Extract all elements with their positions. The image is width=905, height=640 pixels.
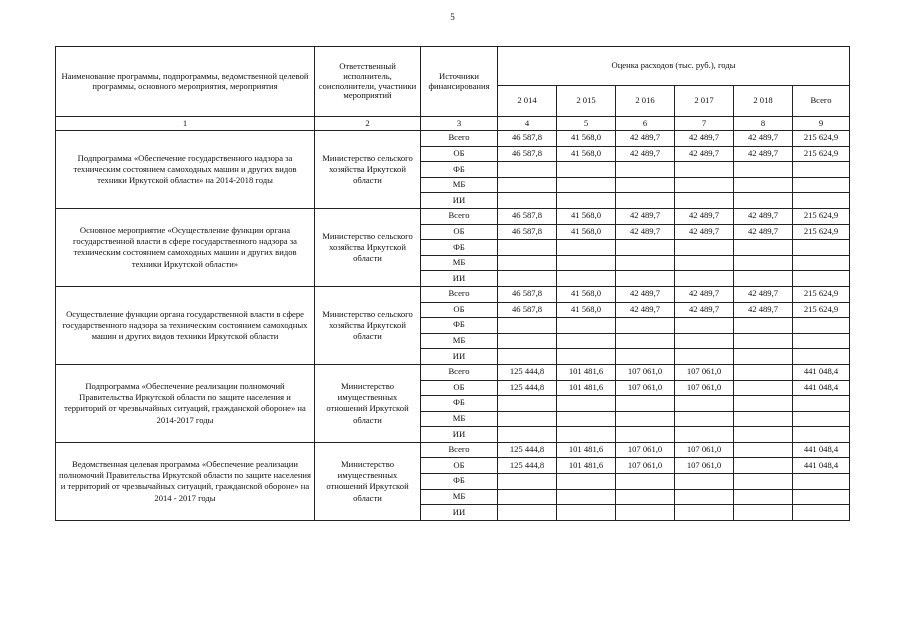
column-number: 1 — [56, 117, 315, 131]
year-value-cell: 107 061,0 — [675, 364, 734, 380]
program-name-cell: Ведомственная целевая программа «Обеспечение реализации полномочий Правительства Иркутской области по защите населения и территорий от чрезвычайных ситуаций, гражданской обороне» на 2014 - 2017 годы — [56, 442, 315, 520]
year-value-cell — [675, 411, 734, 427]
funding-source-cell: МБ — [421, 333, 498, 349]
table-row — [56, 208, 850, 224]
year-value-cell — [557, 396, 616, 412]
year-value-cell — [498, 255, 557, 271]
year-value-cell — [734, 177, 793, 193]
year-value-cell — [557, 427, 616, 443]
year-value-cell — [557, 318, 616, 334]
funding-source-cell: ИИ — [421, 427, 498, 443]
header-program-name: Наименование программы, подпрограммы, ведомственной целевой программы, основного мероприятия, мероприятия — [56, 47, 315, 117]
year-value-cell: 46 587,8 — [498, 302, 557, 318]
total-value-cell — [793, 193, 850, 209]
year-value-cell: 107 061,0 — [675, 442, 734, 458]
total-value-cell: 215 624,9 — [793, 224, 850, 240]
year-value-cell — [734, 193, 793, 209]
year-value-cell — [734, 474, 793, 490]
year-value-cell — [498, 271, 557, 287]
year-value-cell — [616, 396, 675, 412]
year-value-cell — [675, 333, 734, 349]
year-value-cell — [498, 193, 557, 209]
year-value-cell — [557, 489, 616, 505]
year-value-cell — [675, 474, 734, 490]
year-value-cell: 125 444,8 — [498, 364, 557, 380]
total-value-cell — [793, 318, 850, 334]
total-value-cell — [793, 396, 850, 412]
year-value-cell: 46 587,8 — [498, 131, 557, 147]
year-value-cell: 107 061,0 — [675, 458, 734, 474]
year-value-cell: 46 587,8 — [498, 208, 557, 224]
year-value-cell: 42 489,7 — [616, 286, 675, 302]
year-value-cell — [675, 427, 734, 443]
year-value-cell — [734, 255, 793, 271]
year-value-cell — [557, 255, 616, 271]
year-value-cell — [675, 177, 734, 193]
year-value-cell — [557, 193, 616, 209]
year-value-cell: 42 489,7 — [675, 146, 734, 162]
header-budget-estimate: Оценка расходов (тыс. руб.), годы — [498, 47, 850, 86]
header-funding-source: Источники финансирования — [421, 47, 498, 117]
year-value-cell: 107 061,0 — [616, 442, 675, 458]
year-value-cell: 107 061,0 — [616, 380, 675, 396]
year-value-cell: 125 444,8 — [498, 442, 557, 458]
year-value-cell: 125 444,8 — [498, 458, 557, 474]
year-value-cell — [616, 255, 675, 271]
year-value-cell — [675, 240, 734, 256]
year-value-cell — [498, 162, 557, 178]
year-value-cell — [616, 474, 675, 490]
column-number: 8 — [734, 117, 793, 131]
year-value-cell — [557, 411, 616, 427]
table-body — [56, 131, 850, 521]
column-number: 3 — [421, 117, 498, 131]
year-value-cell — [498, 333, 557, 349]
total-value-cell: 215 624,9 — [793, 302, 850, 318]
year-value-cell — [557, 505, 616, 521]
year-value-cell: 42 489,7 — [616, 224, 675, 240]
year-value-cell: 42 489,7 — [675, 302, 734, 318]
year-value-cell: 41 568,0 — [557, 302, 616, 318]
page-number: 5 — [450, 12, 455, 22]
year-value-cell: 41 568,0 — [557, 146, 616, 162]
total-value-cell: 441 048,4 — [793, 442, 850, 458]
year-value-cell — [675, 162, 734, 178]
year-value-cell: 41 568,0 — [557, 131, 616, 147]
year-value-cell: 107 061,0 — [616, 364, 675, 380]
year-value-cell — [616, 427, 675, 443]
year-value-cell: 46 587,8 — [498, 146, 557, 162]
year-value-cell — [498, 489, 557, 505]
year-value-cell — [557, 177, 616, 193]
program-name-cell: Осуществление функции органа государственной власти в сфере государственного надзора за техническим состоянием самоходных машин и других видов техники Иркутской области — [56, 286, 315, 364]
funding-source-cell: Всего — [421, 286, 498, 302]
total-value-cell: 441 048,4 — [793, 380, 850, 396]
total-value-cell — [793, 240, 850, 256]
year-value-cell — [616, 349, 675, 365]
funding-source-cell: МБ — [421, 255, 498, 271]
year-value-cell: 42 489,7 — [675, 286, 734, 302]
year-value-cell — [734, 380, 793, 396]
funding-source-cell: Всего — [421, 208, 498, 224]
table-row — [56, 286, 850, 302]
funding-source-cell: ИИ — [421, 505, 498, 521]
year-value-cell — [557, 333, 616, 349]
program-name-cell: Подпрограмма «Обеспечение реализации полномочий Правительства Иркутской области по защите населения и территорий от чрезвычайных ситуаций, гражданской обороне» на 2014-2017 годы — [56, 364, 315, 442]
funding-source-cell: ОБ — [421, 458, 498, 474]
year-value-cell: 42 489,7 — [675, 208, 734, 224]
year-value-cell — [557, 240, 616, 256]
year-value-cell — [498, 349, 557, 365]
year-value-cell: 125 444,8 — [498, 380, 557, 396]
header-year: 2 016 — [616, 86, 675, 117]
year-value-cell — [734, 364, 793, 380]
total-value-cell — [793, 474, 850, 490]
year-value-cell: 101 481,6 — [557, 458, 616, 474]
year-value-cell — [498, 505, 557, 521]
total-value-cell: 441 048,4 — [793, 458, 850, 474]
year-value-cell — [675, 271, 734, 287]
year-value-cell — [734, 411, 793, 427]
year-value-cell — [734, 271, 793, 287]
funding-source-cell: МБ — [421, 177, 498, 193]
year-value-cell: 41 568,0 — [557, 286, 616, 302]
year-value-cell — [734, 349, 793, 365]
year-value-cell: 101 481,6 — [557, 364, 616, 380]
year-value-cell — [734, 396, 793, 412]
year-value-cell — [616, 271, 675, 287]
year-value-cell: 42 489,7 — [734, 286, 793, 302]
year-value-cell — [557, 162, 616, 178]
total-value-cell — [793, 162, 850, 178]
year-value-cell — [734, 458, 793, 474]
year-value-cell — [616, 489, 675, 505]
header-year: 2 015 — [557, 86, 616, 117]
year-value-cell: 107 061,0 — [675, 380, 734, 396]
executor-cell: Министерство сельского хозяйства Иркутской области — [315, 131, 421, 209]
year-value-cell — [675, 349, 734, 365]
funding-source-cell: Всего — [421, 364, 498, 380]
year-value-cell: 41 568,0 — [557, 224, 616, 240]
year-value-cell: 46 587,8 — [498, 286, 557, 302]
column-number: 7 — [675, 117, 734, 131]
year-value-cell — [557, 271, 616, 287]
year-value-cell: 41 568,0 — [557, 208, 616, 224]
table-row — [56, 131, 850, 147]
header-year: 2 014 — [498, 86, 557, 117]
year-value-cell — [734, 427, 793, 443]
funding-source-cell: ФБ — [421, 474, 498, 490]
year-value-cell — [498, 318, 557, 334]
year-value-cell — [616, 505, 675, 521]
year-value-cell — [734, 442, 793, 458]
total-value-cell — [793, 255, 850, 271]
funding-source-cell: ОБ — [421, 380, 498, 396]
year-value-cell: 42 489,7 — [734, 208, 793, 224]
header-executor: Ответственный исполнитель, соисполнители, участники мероприятий — [315, 47, 421, 117]
year-value-cell — [675, 489, 734, 505]
year-value-cell — [734, 489, 793, 505]
column-number: 6 — [616, 117, 675, 131]
executor-cell: Министерство сельского хозяйства Иркутской области — [315, 208, 421, 286]
program-name-cell: Подпрограмма «Обеспечение государственного надзора за техническим состоянием самоходных машин и других видов техники Иркутской области» на 2014-2018 годы — [56, 131, 315, 209]
header-total: Всего — [793, 86, 850, 117]
program-name-cell: Основное мероприятие «Осуществление функции органа государственной власти в сфере государственного надзора за техническим состоянием самоходных машин и других видов техники Иркутской области» — [56, 208, 315, 286]
budget-table — [55, 46, 850, 521]
year-value-cell — [675, 396, 734, 412]
year-value-cell: 42 489,7 — [616, 302, 675, 318]
column-number: 5 — [557, 117, 616, 131]
funding-source-cell: Всего — [421, 442, 498, 458]
year-value-cell — [616, 162, 675, 178]
year-value-cell — [734, 318, 793, 334]
funding-source-cell: ОБ — [421, 224, 498, 240]
column-number: 9 — [793, 117, 850, 131]
header-year: 2 017 — [675, 86, 734, 117]
year-value-cell — [498, 177, 557, 193]
total-value-cell — [793, 411, 850, 427]
year-value-cell — [498, 474, 557, 490]
total-value-cell — [793, 427, 850, 443]
year-value-cell — [498, 240, 557, 256]
year-value-cell: 42 489,7 — [616, 131, 675, 147]
year-value-cell — [675, 318, 734, 334]
total-value-cell: 215 624,9 — [793, 286, 850, 302]
year-value-cell: 42 489,7 — [734, 131, 793, 147]
year-value-cell — [616, 411, 675, 427]
year-value-cell — [498, 427, 557, 443]
year-value-cell — [734, 505, 793, 521]
year-value-cell: 42 489,7 — [675, 224, 734, 240]
year-value-cell — [734, 333, 793, 349]
total-value-cell — [793, 505, 850, 521]
total-value-cell: 215 624,9 — [793, 146, 850, 162]
funding-source-cell: ИИ — [421, 193, 498, 209]
year-value-cell — [557, 474, 616, 490]
executor-cell: Министерство сельского хозяйства Иркутской области — [315, 286, 421, 364]
total-value-cell — [793, 271, 850, 287]
total-value-cell: 215 624,9 — [793, 208, 850, 224]
year-value-cell — [734, 240, 793, 256]
year-value-cell: 42 489,7 — [734, 146, 793, 162]
table-row — [56, 364, 850, 380]
executor-cell: Министерство имущественных отношений Иркутской области — [315, 442, 421, 520]
total-value-cell — [793, 489, 850, 505]
funding-source-cell: ФБ — [421, 240, 498, 256]
year-value-cell — [675, 255, 734, 271]
year-value-cell — [675, 193, 734, 209]
column-number: 4 — [498, 117, 557, 131]
total-value-cell — [793, 333, 850, 349]
year-value-cell — [616, 193, 675, 209]
year-value-cell: 107 061,0 — [616, 458, 675, 474]
year-value-cell: 46 587,8 — [498, 224, 557, 240]
year-value-cell — [616, 177, 675, 193]
year-value-cell — [675, 505, 734, 521]
table-row — [56, 442, 850, 458]
funding-source-cell: ОБ — [421, 302, 498, 318]
funding-source-cell: ИИ — [421, 349, 498, 365]
funding-source-cell: ФБ — [421, 162, 498, 178]
executor-cell: Министерство имущественных отношений Иркутской области — [315, 364, 421, 442]
funding-source-cell: ОБ — [421, 146, 498, 162]
year-value-cell: 42 489,7 — [675, 131, 734, 147]
year-value-cell — [498, 411, 557, 427]
year-value-cell — [498, 396, 557, 412]
total-value-cell — [793, 177, 850, 193]
year-value-cell: 42 489,7 — [616, 146, 675, 162]
year-value-cell — [557, 349, 616, 365]
total-value-cell: 215 624,9 — [793, 131, 850, 147]
column-number: 2 — [315, 117, 421, 131]
header-year: 2 018 — [734, 86, 793, 117]
total-value-cell: 441 048,4 — [793, 364, 850, 380]
year-value-cell: 101 481,6 — [557, 380, 616, 396]
year-value-cell: 101 481,6 — [557, 442, 616, 458]
funding-source-cell: ИИ — [421, 271, 498, 287]
year-value-cell — [616, 333, 675, 349]
funding-source-cell: Всего — [421, 131, 498, 147]
funding-source-cell: МБ — [421, 411, 498, 427]
year-value-cell: 42 489,7 — [616, 208, 675, 224]
funding-source-cell: ФБ — [421, 396, 498, 412]
total-value-cell — [793, 349, 850, 365]
year-value-cell — [734, 162, 793, 178]
year-value-cell: 42 489,7 — [734, 224, 793, 240]
funding-source-cell: ФБ — [421, 318, 498, 334]
year-value-cell: 42 489,7 — [734, 302, 793, 318]
year-value-cell — [616, 318, 675, 334]
funding-source-cell: МБ — [421, 489, 498, 505]
year-value-cell — [616, 240, 675, 256]
